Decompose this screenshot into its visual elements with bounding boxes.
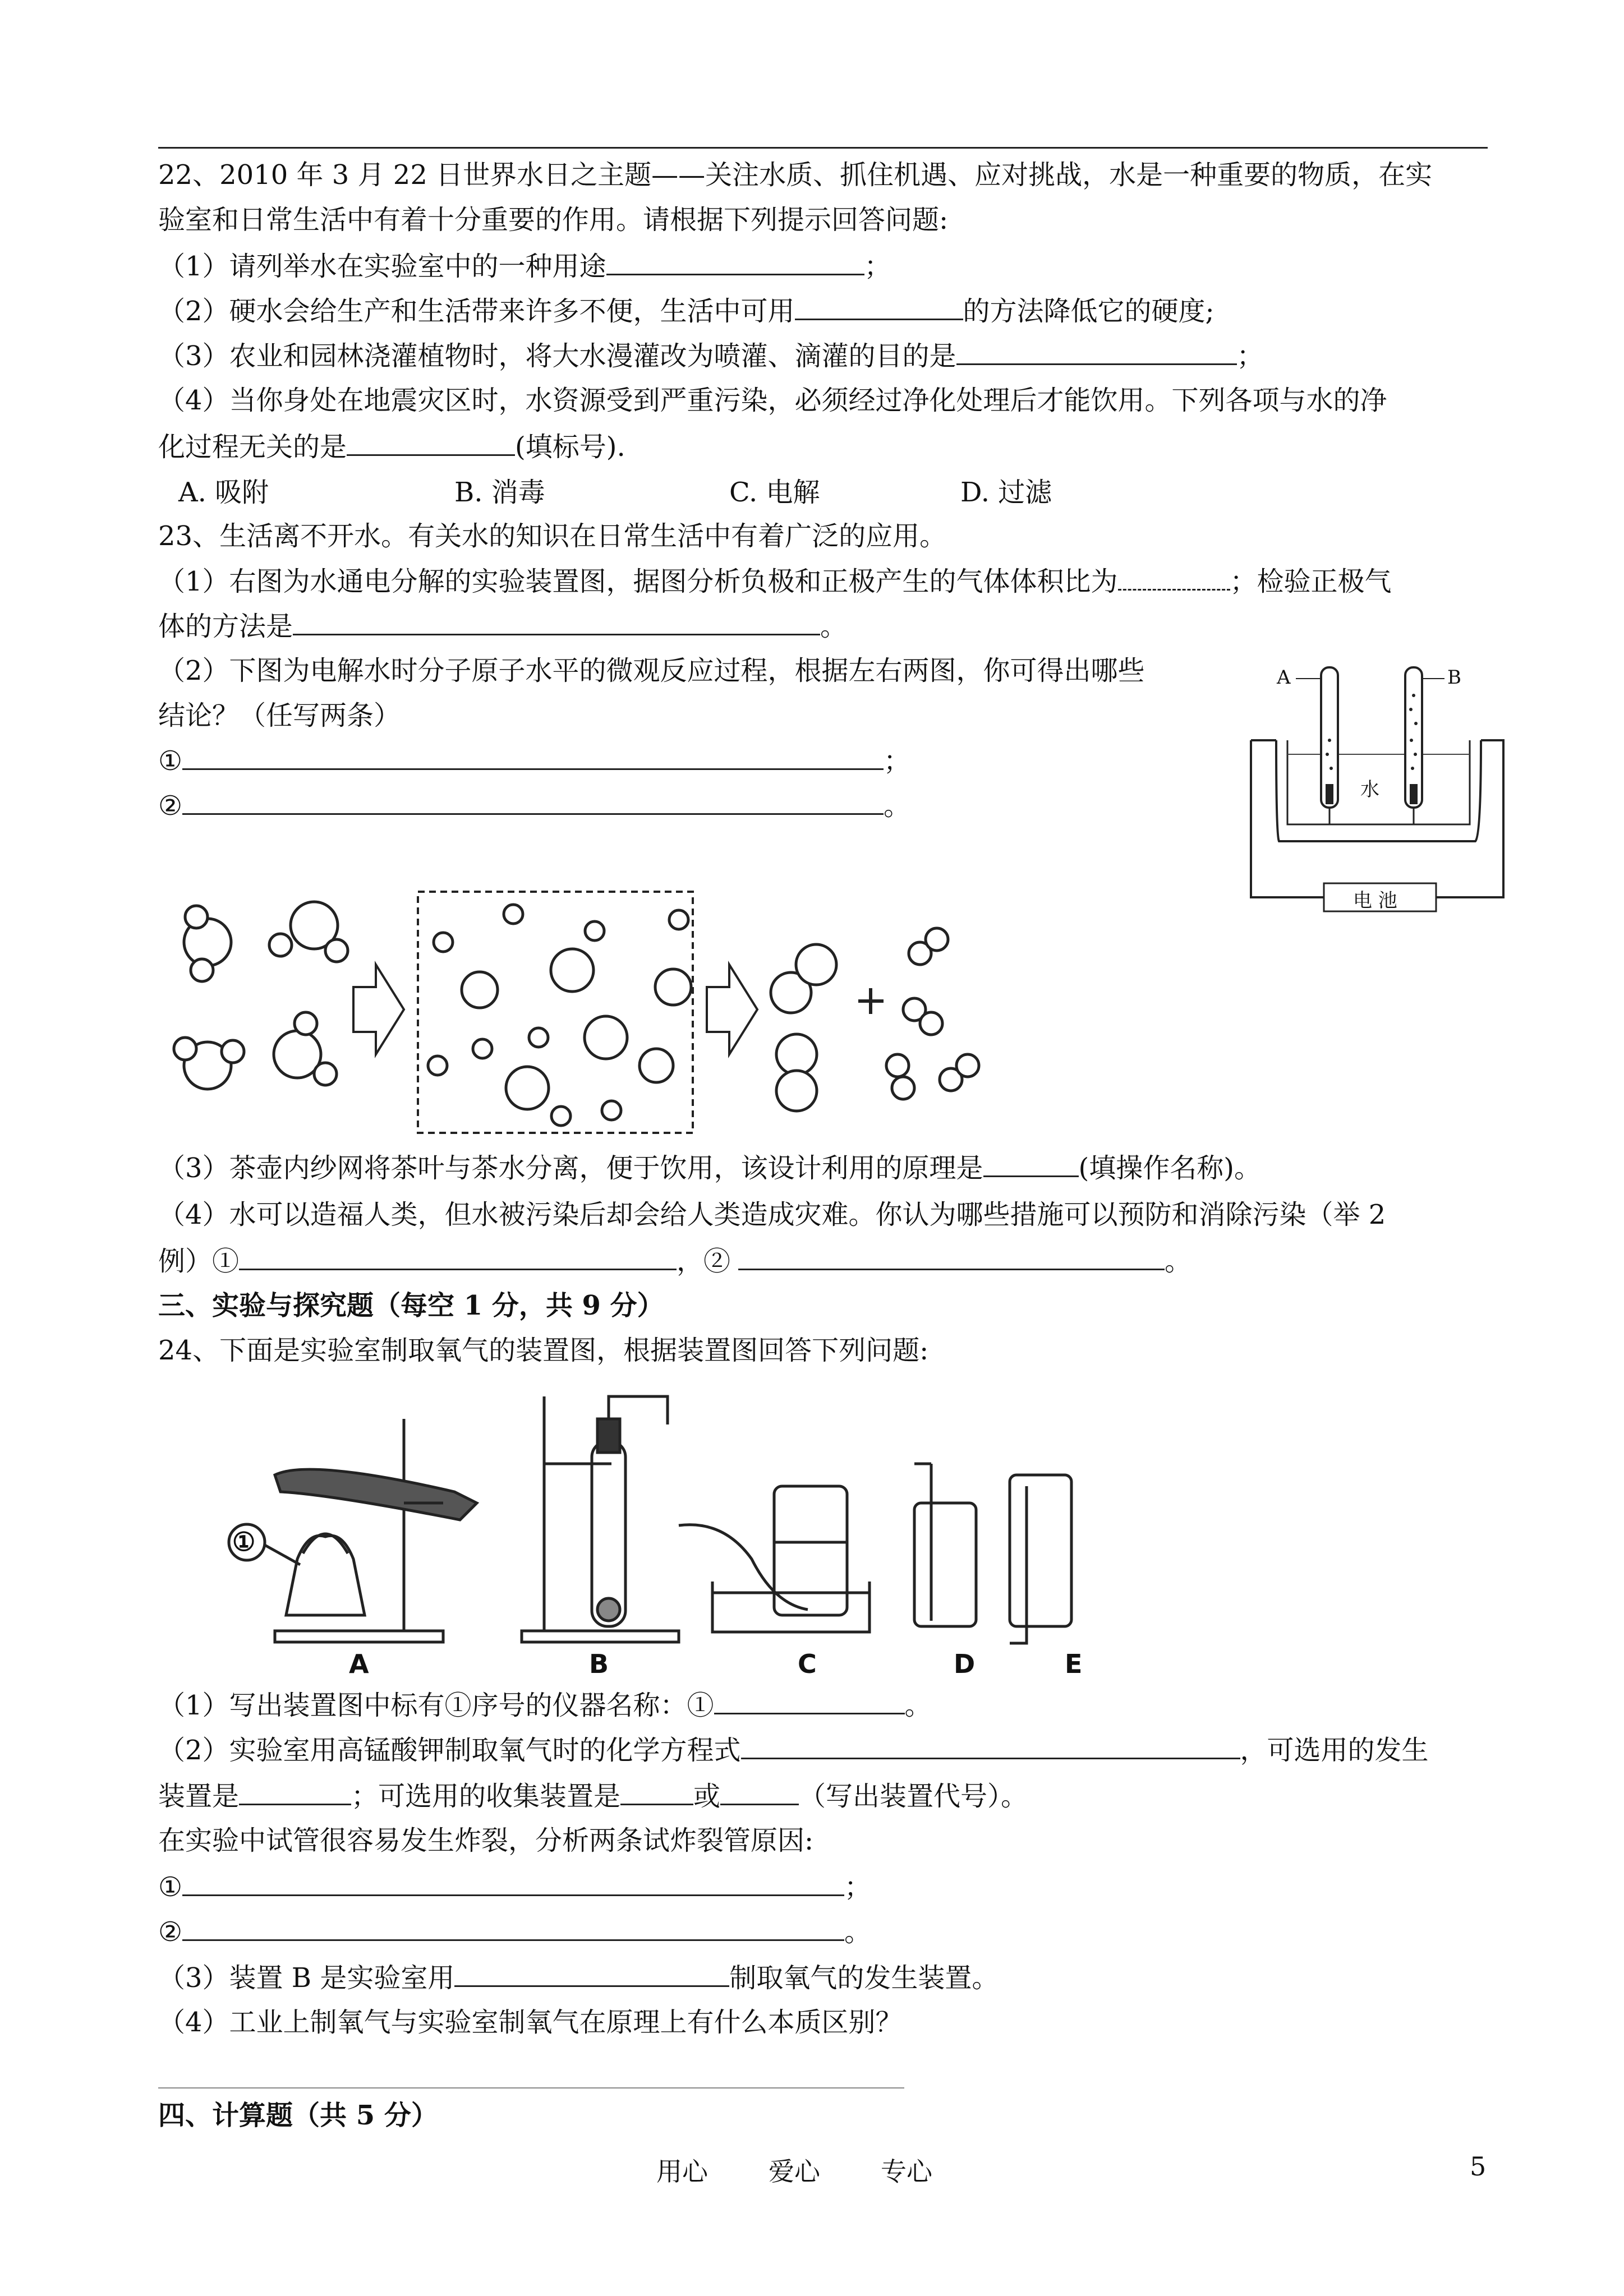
answer-blank[interactable] [182,744,884,770]
electrolysis-micro-process-figure [168,880,1038,1138]
answer-blank[interactable] [720,1779,799,1805]
answer-blank[interactable] [983,1151,1079,1177]
q22-part4-line1: （4）当你身处在地震灾区时，水资源受到严重污染，必须经过净化处理后才能饮用。下列各项与水的净 [158,385,1387,416]
footer-word-2: 爱心 [769,2156,820,2187]
q24-intro: 24、下面是实验室制取氧气的装置图，根据装置图回答下列问题: [158,1335,929,1366]
answer-blank[interactable] [347,430,515,456]
q23-part3: （3）茶壶内纱网将茶叶与茶水分离，便于饮用，该设计利用的原理是 (填操作名称)。 [158,1151,1261,1185]
instrument-marker-1: ① [232,1527,256,1557]
section-4-title: 四、计算题（共 5 分） [158,2100,438,2131]
device-label-b: B [589,1649,609,1679]
answer-blank[interactable] [714,1688,905,1714]
q22-option-c: C. 电解 [729,477,820,508]
answer-blank[interactable] [738,1244,1165,1270]
answer-blank[interactable] [1118,564,1230,591]
q22-intro-line2: 验室和日常生活中有着十分重要的作用。请根据下列提示回答问题: [158,204,949,236]
answer-blank[interactable] [239,1244,677,1270]
device-label-e: E [1065,1649,1083,1679]
q23-conclusion-1: ① ； [158,744,910,778]
q22-option-d: D. 过滤 [960,477,1052,508]
answer-blank[interactable] [182,1870,844,1896]
answer-blank[interactable] [606,249,864,275]
q22-part1: （1）请列举水在实验室中的一种用途 ； [158,249,891,283]
q24-part3: （3）装置 B 是实验室用 制取氧气的发生装置。 [158,1961,999,1995]
answer-blank[interactable] [956,339,1237,365]
answer-line[interactable] [158,2087,904,2088]
q23-conclusion-2: ② 。 [158,789,910,823]
electrolysis-apparatus-drawing [1245,656,1515,914]
q22-intro-line1: 22、2010 年 3 月 22 日世界水日之主题——关注水质、抓住机遇、应对挑战，水是一种重要的物质，在实 [158,159,1433,191]
electrolysis-apparatus-figure [1245,656,1515,914]
q22-part2: （2）硬水会给生产和生活带来许多不便，生活中可用 的方法降低它的硬度; [158,294,1214,328]
answer-blank[interactable] [182,1915,844,1941]
q24-part2-line1: （2）实验室用高锰酸钾制取氧气时的化学方程式 ，可选用的发生 [158,1733,1429,1767]
q24-crack-intro: 在实验中试管很容易发生炸裂，分析两条试炸裂管原因: [158,1825,814,1856]
device-label-a: A [349,1649,369,1679]
q23-part1-line1: （1）右图为水通电分解的实验装置图，据图分析负极和正极产生的气体体积比为 ；检验正极气 [158,564,1392,598]
page-number: 5 [1470,2151,1487,2182]
answer-blank[interactable] [293,609,820,635]
q23-part1-line2: 体的方法是 。 [158,609,847,643]
battery-label: 电 池 [1353,889,1397,912]
q23-part4-line2: 例）① ，② 。 [158,1244,1191,1278]
header-rule [158,147,1488,149]
q22-option-b: B. 消毒 [454,477,545,508]
q23-intro: 23、生活离不开水。有关水的知识在日常生活中有着广泛的应用。 [158,520,947,552]
q24-part2-line2: 装置是 ；可选用的收集装置是 或 （写出装置代号）。 [158,1779,1028,1813]
footer-word-3: 专心 [881,2156,932,2187]
answer-blank[interactable] [620,1779,693,1805]
footer-word-1: 用心 [656,2156,708,2187]
q23-part4-line1: （4）水可以造福人类，但水被污染后却会给人类造成灾难。你认为哪些措施可以预防和消除污染（举 2 [158,1199,1386,1230]
tube-label-a: A [1277,666,1291,689]
water-label: 水 [1360,778,1379,801]
device-label-d: D [954,1649,976,1679]
q22-part4-line2: 化过程无关的是 (填标号). [158,430,625,464]
q23-part2-line2: 结论？（任写两条） [158,700,401,731]
q24-reason-2: ② 。 [158,1915,871,1949]
q24-reason-1: ① ； [158,1870,871,1904]
answer-blank[interactable] [741,1733,1240,1759]
tube-label-b: B [1447,666,1461,689]
q24-part4: （4）工业上制氧气与实验室制氧气在原理上有什么本质区别？ [158,2007,903,2038]
answer-blank[interactable] [182,789,884,815]
q23-part2-line1: （2）下图为电解水时分子原子水平的微观反应过程，根据左右两图，你可得出哪些 [158,655,1145,686]
oxygen-apparatus-drawing [185,1374,1139,1688]
answer-blank[interactable] [454,1961,729,1987]
micro-process-drawing [168,880,1038,1138]
device-label-c: C [798,1649,817,1679]
q24-part1: （1）写出装置图中标有①序号的仪器名称：① 。 [158,1688,932,1722]
answer-blank[interactable] [795,294,963,320]
section-3-title: 三、实验与探究题（每空 1 分，共 9 分） [158,1290,664,1321]
answer-blank[interactable] [239,1779,351,1805]
oxygen-apparatus-figure [185,1374,1139,1688]
q22-option-a: A. 吸附 [178,477,269,508]
q22-part3: （3）农业和园林浇灌植物时，将大水漫灌改为喷灌、滴灌的目的是 ； [158,339,1264,373]
